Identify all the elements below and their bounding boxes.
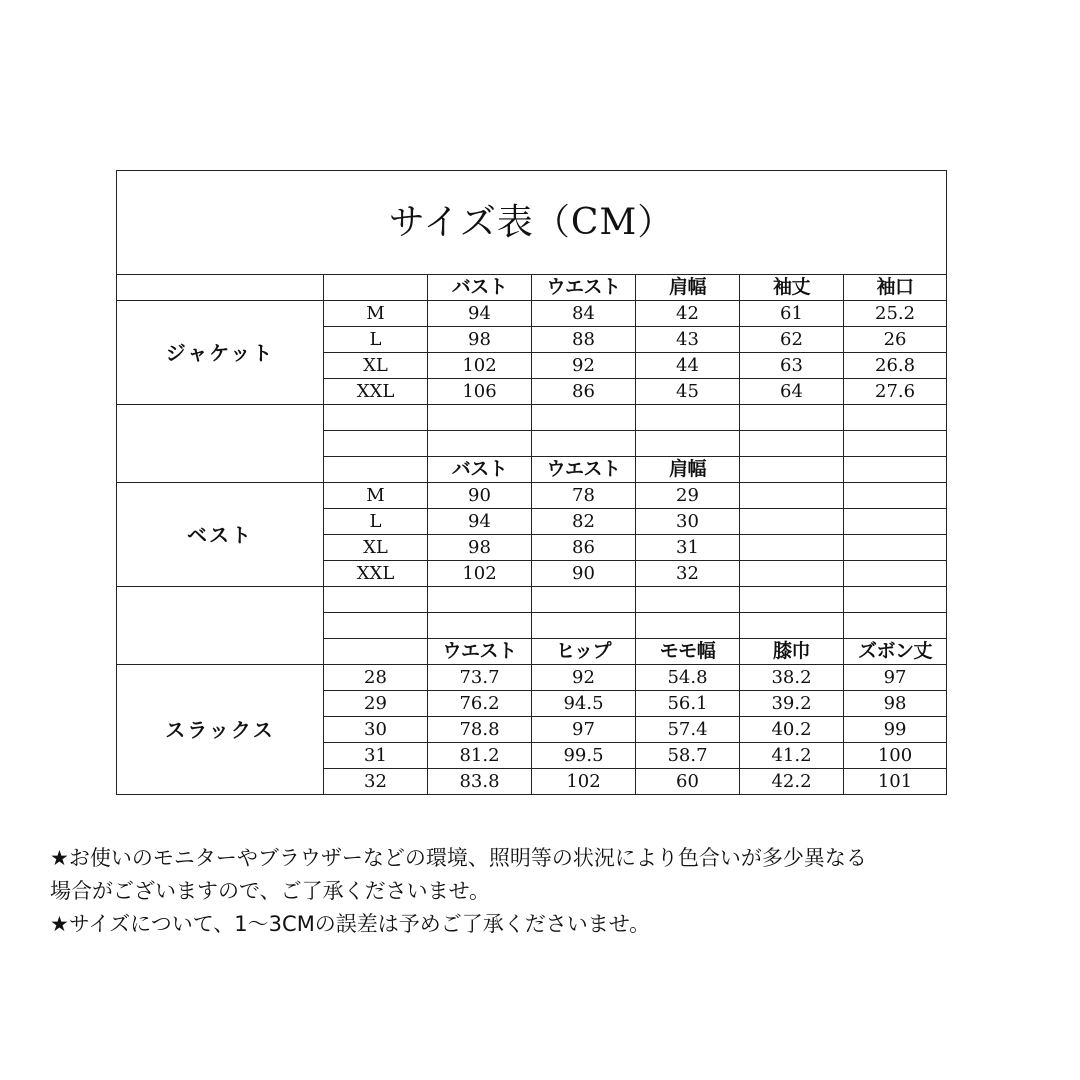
spacer-left-cell bbox=[117, 405, 324, 483]
jacket-value-cell: 86 bbox=[532, 379, 636, 405]
spacer-size-cell bbox=[324, 639, 428, 665]
vest-size-label: L bbox=[324, 509, 428, 535]
vest-value-cell bbox=[844, 483, 947, 509]
slacks-value-cell: 60 bbox=[636, 769, 740, 795]
size-chart-table bbox=[116, 170, 947, 795]
vest-value-cell: 29 bbox=[636, 483, 740, 509]
vest-size-label: XL bbox=[324, 535, 428, 561]
vest-value-cell: 98 bbox=[428, 535, 532, 561]
note-line-2: 場合がございますので、ご了承くださいませ。 bbox=[50, 879, 490, 903]
slacks-size-label: 31 bbox=[324, 743, 428, 769]
jacket-value-cell: 26 bbox=[844, 327, 947, 353]
vest-header-5 bbox=[844, 457, 947, 483]
spacer-cell bbox=[740, 613, 844, 639]
slacks-value-cell: 100 bbox=[844, 743, 947, 769]
jacket-value-cell: 63 bbox=[740, 353, 844, 379]
spacer-cell bbox=[636, 613, 740, 639]
jacket-value-cell: 44 bbox=[636, 353, 740, 379]
spacer-size-cell bbox=[324, 613, 428, 639]
spacer-cell bbox=[428, 405, 532, 431]
jacket-header-row bbox=[117, 275, 947, 301]
spacer-cell bbox=[636, 431, 740, 457]
vest-row bbox=[117, 483, 947, 509]
vest-value-cell bbox=[844, 561, 947, 587]
vest-value-cell: 102 bbox=[428, 561, 532, 587]
spacer-cell bbox=[844, 405, 947, 431]
spacer-cell bbox=[428, 613, 532, 639]
slacks-size-label: 28 bbox=[324, 665, 428, 691]
slacks-value-cell: 76.2 bbox=[428, 691, 532, 717]
slacks-value-cell: 81.2 bbox=[428, 743, 532, 769]
jacket-size-label: L bbox=[324, 327, 428, 353]
jacket-size-label: XL bbox=[324, 353, 428, 379]
vest-size-label: XXL bbox=[324, 561, 428, 587]
vest-value-cell: 32 bbox=[636, 561, 740, 587]
spacer-cell bbox=[428, 431, 532, 457]
spacer-cell bbox=[428, 587, 532, 613]
slacks-header-2: ヒップ bbox=[532, 639, 636, 665]
slacks-value-cell: 73.7 bbox=[428, 665, 532, 691]
slacks-value-cell: 101 bbox=[844, 769, 947, 795]
jacket-value-cell: 88 bbox=[532, 327, 636, 353]
chart-title: サイズ表（CM） bbox=[117, 171, 947, 275]
spacer-cell bbox=[532, 587, 636, 613]
vest-value-cell: 94 bbox=[428, 509, 532, 535]
jacket-size-label: XXL bbox=[324, 379, 428, 405]
spacer-cell bbox=[740, 587, 844, 613]
jacket-value-cell: 98 bbox=[428, 327, 532, 353]
jacket-header-1: バスト bbox=[428, 275, 532, 301]
spacer-cell bbox=[636, 405, 740, 431]
vest-value-cell bbox=[740, 509, 844, 535]
vest-header-2: ウエスト bbox=[532, 457, 636, 483]
vest-value-cell: 82 bbox=[532, 509, 636, 535]
jacket-value-cell: 102 bbox=[428, 353, 532, 379]
spacer-cell bbox=[844, 587, 947, 613]
spacer-cell bbox=[532, 431, 636, 457]
jacket-header-2: ウエスト bbox=[532, 275, 636, 301]
jacket-size-label: M bbox=[324, 301, 428, 327]
spacer-size-cell bbox=[324, 587, 428, 613]
slacks-value-cell: 41.2 bbox=[740, 743, 844, 769]
jacket-row bbox=[117, 301, 947, 327]
spacer-size-cell bbox=[324, 457, 428, 483]
spacer-size-cell bbox=[324, 431, 428, 457]
jacket-value-cell: 62 bbox=[740, 327, 844, 353]
jacket-header-4: 袖丈 bbox=[740, 275, 844, 301]
slacks-header-1: ウエスト bbox=[428, 639, 532, 665]
slacks-category-label: スラックス bbox=[117, 665, 324, 795]
slacks-value-cell: 99 bbox=[844, 717, 947, 743]
slacks-value-cell: 97 bbox=[532, 717, 636, 743]
jacket-value-cell: 42 bbox=[636, 301, 740, 327]
vest-header-4 bbox=[740, 457, 844, 483]
vest-value-cell bbox=[740, 561, 844, 587]
jacket-value-cell: 106 bbox=[428, 379, 532, 405]
spacer-cell bbox=[636, 587, 740, 613]
slacks-size-label: 32 bbox=[324, 769, 428, 795]
vest-value-cell: 30 bbox=[636, 509, 740, 535]
jacket-header-5: 袖口 bbox=[844, 275, 947, 301]
vest-value-cell bbox=[844, 509, 947, 535]
jacket-value-cell: 27.6 bbox=[844, 379, 947, 405]
slacks-value-cell: 56.1 bbox=[636, 691, 740, 717]
slacks-header-4: 膝巾 bbox=[740, 639, 844, 665]
jacket-value-cell: 94 bbox=[428, 301, 532, 327]
vest-value-cell bbox=[740, 483, 844, 509]
slacks-header-3: モモ幅 bbox=[636, 639, 740, 665]
vest-value-cell: 90 bbox=[428, 483, 532, 509]
header-size-cell bbox=[324, 275, 428, 301]
slacks-value-cell: 97 bbox=[844, 665, 947, 691]
jacket-value-cell: 25.2 bbox=[844, 301, 947, 327]
vest-value-cell: 78 bbox=[532, 483, 636, 509]
note-line-1: ★お使いのモニターやブラウザーなどの環境、照明等の状況により色合いが多少異なる bbox=[50, 846, 867, 870]
slacks-value-cell: 78.8 bbox=[428, 717, 532, 743]
vest-value-cell bbox=[740, 535, 844, 561]
vest-value-cell bbox=[844, 535, 947, 561]
slacks-value-cell: 102 bbox=[532, 769, 636, 795]
slacks-value-cell: 57.4 bbox=[636, 717, 740, 743]
slacks-value-cell: 92 bbox=[532, 665, 636, 691]
spacer-row bbox=[117, 587, 947, 613]
slacks-value-cell: 99.5 bbox=[532, 743, 636, 769]
spacer-size-cell bbox=[324, 405, 428, 431]
spacer-cell bbox=[844, 431, 947, 457]
jacket-header-3: 肩幅 bbox=[636, 275, 740, 301]
jacket-value-cell: 92 bbox=[532, 353, 636, 379]
jacket-value-cell: 61 bbox=[740, 301, 844, 327]
spacer-left-cell bbox=[117, 587, 324, 665]
vest-value-cell: 31 bbox=[636, 535, 740, 561]
header-corner-cell bbox=[117, 275, 324, 301]
spacer-cell bbox=[844, 613, 947, 639]
spacer-cell bbox=[740, 431, 844, 457]
jacket-value-cell: 26.8 bbox=[844, 353, 947, 379]
jacket-value-cell: 64 bbox=[740, 379, 844, 405]
slacks-size-label: 30 bbox=[324, 717, 428, 743]
vest-size-label: M bbox=[324, 483, 428, 509]
slacks-row bbox=[117, 665, 947, 691]
slacks-value-cell: 83.8 bbox=[428, 769, 532, 795]
spacer-cell bbox=[532, 405, 636, 431]
slacks-value-cell: 94.5 bbox=[532, 691, 636, 717]
spacer-row bbox=[117, 405, 947, 431]
vest-header-3: 肩幅 bbox=[636, 457, 740, 483]
slacks-value-cell: 39.2 bbox=[740, 691, 844, 717]
slacks-value-cell: 38.2 bbox=[740, 665, 844, 691]
jacket-category-label: ジャケット bbox=[117, 301, 324, 405]
spacer-cell bbox=[740, 405, 844, 431]
slacks-header-5: ズボン丈 bbox=[844, 639, 947, 665]
slacks-size-label: 29 bbox=[324, 691, 428, 717]
spacer-cell bbox=[532, 613, 636, 639]
vest-category-label: ベスト bbox=[117, 483, 324, 587]
slacks-value-cell: 98 bbox=[844, 691, 947, 717]
vest-value-cell: 86 bbox=[532, 535, 636, 561]
slacks-value-cell: 54.8 bbox=[636, 665, 740, 691]
vest-header-1: バスト bbox=[428, 457, 532, 483]
notes-block bbox=[50, 842, 1050, 941]
jacket-value-cell: 43 bbox=[636, 327, 740, 353]
slacks-value-cell: 42.2 bbox=[740, 769, 844, 795]
slacks-value-cell: 40.2 bbox=[740, 717, 844, 743]
note-line-3: ★サイズについて、1～3CMの誤差は予めご了承くださいませ。 bbox=[50, 912, 651, 936]
slacks-value-cell: 58.7 bbox=[636, 743, 740, 769]
jacket-value-cell: 45 bbox=[636, 379, 740, 405]
vest-value-cell: 90 bbox=[532, 561, 636, 587]
jacket-value-cell: 84 bbox=[532, 301, 636, 327]
